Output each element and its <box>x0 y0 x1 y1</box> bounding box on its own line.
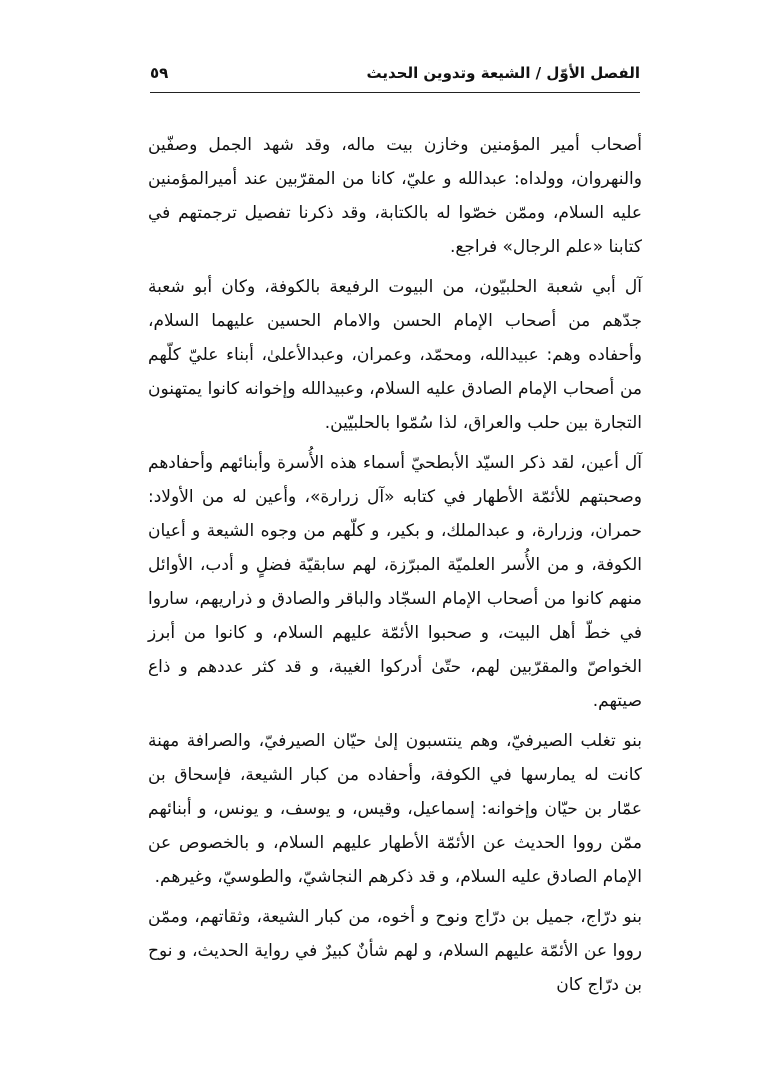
body-text <box>148 128 642 1008</box>
paragraph-banu-darraj: بنو درّاج، جميل بن درّاج ونوح و أخوه، من كبار الشيعة، وثقاتهم، وممّن رووا عن الأئمّة عليهم السلام، و لهم شأنٌ كبيرٌ في رواية الحديث، و نوح بن درّاج كان <box>148 907 642 995</box>
paragraph-companions: أصحاب أمير المؤمنين وخازن بيت ماله، وقد شهد الجمل وصفّين والنهروان، وولداه: عبدالله و عليّ، كانا من المقرّبين عند أميرالمؤمنين عليه السلام، وممّن خصّوا له بالكتابة، وقد ذكرنا تفصيل ترجمتهم في كتابنا «علم الرجال» فراجع. <box>148 135 642 257</box>
paragraph-al-abi-shuba: آل أبي شعبة الحلبيّون، من البيوت الرفيعة بالكوفة، وكان أبو شعبة جدّهم من أصحاب الإمام الحسن والامام الحسين عليهما السلام، وأحفاده وهم: عبيدالله، ومحمّد، وعمران، وعبدالأعلىٰ، أبناء عليّ كلّهم من أصحاب الإمام الصادق عليه السلام، وعبيدالله وإخوانه كانوا يمتهنون التجارة بين حلب والعراق، لذا سُمّوا بالحلبيّين. <box>148 277 642 433</box>
paragraph-al-ayan: آل أعين، لقد ذكر السيّد الأبطحيّ أسماء هذه الأُسرة وأبنائهم وأحفادهم وصحبتهم للأئمّة الأطهار في كتابه «آل زرارة»، وأعين له من الأولاد: حمران، وزرارة، و عبدالملك، و بكير، و كلّهم من وجوه الشيعة و أعيان الكوفة، و من الأُسر العلميّة المبرّزة، لهم سابقيّة فضلٍ و أدب، الأوائل منهم كانوا من أصحاب الإمام السجّاد والباقر والصادق و ذراريهم، ساروا في خطّ أهل البيت، و صحبوا الأئمّة عليهم السلام، و كانوا من أبرز الخواصّ والمقرّبين لهم، حتّىٰ أدركوا الغيبة، و قد كثر عددهم و ذاع صيتهم. <box>148 453 642 711</box>
header-divider <box>150 92 640 93</box>
page-header <box>150 62 640 92</box>
running-title: الفصل الأوّل / الشيعة وتدوين الحديث <box>366 64 640 82</box>
paragraph-banu-taghlib: بنو تغلب الصيرفيّ، وهم ينتسبون إلىٰ حيّان الصيرفيّ، والصرافة مهنة كانت له يمارسها في الكوفة، وأحفاده من كبار الشيعة، فإسحاق بن عمّار بن حيّان وإخوانه: إسماعيل، وقيس، و يوسف، و يونس، و أبنائهم ممّن رووا الحديث عن الأئمّة الأطهار عليهم السلام، و بالخصوص عن الإمام الصادق عليه السلام، و قد ذكرهم النجاشيّ، والطوسيّ، وغيرهم. <box>148 731 642 887</box>
page-number: ٥٩ <box>150 64 169 82</box>
